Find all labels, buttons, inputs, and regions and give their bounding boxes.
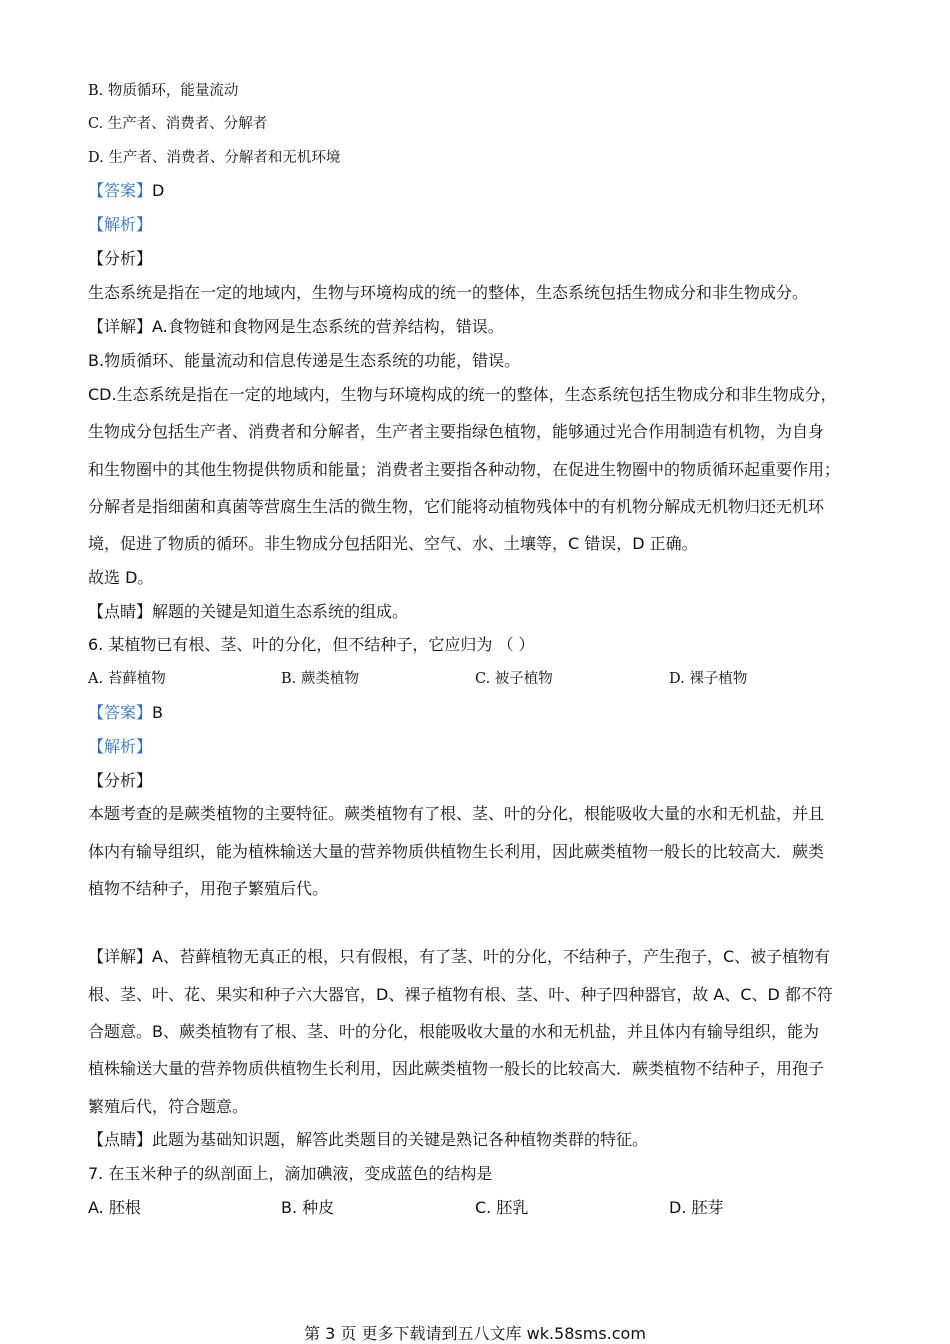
q5-option-b: B. 物质循环，能量流动 bbox=[88, 83, 239, 99]
q5-detail-line: 境，促进了物质的循环。非生物成分包括阳光、空气、水、土壤等，C 错误，D 正确。 bbox=[88, 534, 698, 553]
q5-detail-line: CD.生态系统是指在一定的地域内，生物与环境构成的统一的整体，生态系统包括生物成分和非生物成分， bbox=[88, 385, 837, 404]
q5-fenxi-text: 生态系统是指在一定的地域内，生物与环境构成的统一的整体，生态系统包括生物成分和非生物成分。 bbox=[88, 283, 809, 302]
answer-value: D bbox=[152, 181, 165, 200]
q5-detail-line: 故选 D。 bbox=[88, 568, 154, 587]
q6-option-a: A. 苔藓植物 bbox=[88, 671, 166, 687]
detail-text: A、苔藓植物无真正的根，只有假根，有了茎、叶的分化，不结种子，产生孢子，C、被子植物有 bbox=[152, 947, 831, 966]
q6-stem: 6. 某植物已有根、茎、叶的分化，但不结种子，它应归为 （ ） bbox=[88, 635, 535, 654]
q6-fenxi-line: 体内有输导组织，能为植株输送大量的营养物质供植物生长利用，因此蕨类植物一般长的比较高大．蕨类 bbox=[88, 842, 825, 861]
detail-text: A.食物链和食物网是生态系统的营养结构，错误。 bbox=[152, 317, 504, 336]
dianjing-tag: 【点睛】 bbox=[88, 602, 153, 621]
q6-analysis-tag: 【解析】 bbox=[88, 737, 153, 756]
q7-option-a: A. 胚根 bbox=[88, 1198, 141, 1217]
q5-option-d: D. 生产者、消费者、分解者和无机环境 bbox=[88, 150, 341, 166]
q6-detail-line: 植株输送大量的营养物质供植物生长利用，因此蕨类植物一般长的比较高大．蕨类植物不结种子，用孢子 bbox=[88, 1059, 825, 1078]
q5-detail-line bbox=[88, 316, 504, 338]
detail-tag: 【详解】 bbox=[88, 947, 153, 966]
detail-tag: 【详解】 bbox=[88, 317, 153, 336]
q5-detail-line: B.物质循环、能量流动和信息传递是生态系统的功能，错误。 bbox=[88, 351, 521, 370]
q6-fenxi-line: 植物不结种子，用孢子繁殖后代。 bbox=[88, 879, 329, 898]
q6-detail-line: 根、茎、叶、花、果实和种子六大器官，D、裸子植物有根、茎、叶、种子四种器官，故 A、C、D 都不符 bbox=[88, 985, 833, 1004]
q5-analysis-tag: 【解析】 bbox=[88, 215, 153, 234]
q5-fenxi-tag: 【分析】 bbox=[88, 249, 153, 268]
page-footer: 第 3 页 更多下载请到五八文库 wk.58sms.com bbox=[304, 1324, 646, 1343]
q6-detail-line: 繁殖后代，符合题意。 bbox=[88, 1097, 249, 1116]
q6-fenxi-line: 本题考查的是蕨类植物的主要特征。蕨类植物有了根、茎、叶的分化，根能吸收大量的水和无机盐，并且 bbox=[88, 804, 825, 823]
q6-detail-line bbox=[88, 946, 830, 968]
q7-stem: 7. 在玉米种子的纵剖面上，滴加碘液，变成蓝色的结构是 bbox=[88, 1164, 493, 1183]
answer-value: B bbox=[152, 703, 163, 722]
q6-option-c: C. 被子植物 bbox=[475, 671, 553, 687]
q5-detail-line: 和生物圈中的其他生物提供物质和能量；消费者主要指各种动物，在促进生物圈中的物质循环起重要作用； bbox=[88, 460, 841, 479]
q5-detail-line: 分解者是指细菌和真菌等营腐生生活的微生物，它们能将动植物残体中的有机物分解成无机物归还无机环 bbox=[88, 497, 825, 516]
dianjing-text: 解题的关键是知道生态系统的组成。 bbox=[152, 602, 409, 621]
dianjing-tag: 【点睛】 bbox=[88, 1130, 153, 1149]
q6-answer bbox=[88, 702, 163, 724]
q5-detail-line: 生物成分包括生产者、消费者和分解者，生产者主要指绿色植物，能够通过光合作用制造有机物，为自身 bbox=[88, 422, 825, 441]
q6-detail-line: 合题意。B、蕨类植物有了根、茎、叶的分化，根能吸收大量的水和无机盐，并且体内有输导组织，能为 bbox=[88, 1022, 819, 1041]
q5-answer bbox=[88, 180, 164, 202]
q7-option-d: D. 胚芽 bbox=[669, 1198, 724, 1217]
answer-tag: 【答案】 bbox=[88, 703, 153, 722]
q7-option-b: B. 种皮 bbox=[281, 1198, 335, 1217]
dianjing-text: 此题为基础知识题，解答此类题目的关键是熟记各种植物类群的特征。 bbox=[152, 1130, 649, 1149]
q6-option-d: D. 裸子植物 bbox=[669, 671, 748, 687]
q5-option-c: C. 生产者、消费者、分解者 bbox=[88, 116, 268, 132]
q6-fenxi-tag: 【分析】 bbox=[88, 771, 153, 790]
q6-option-b: B. 蕨类植物 bbox=[281, 671, 359, 687]
q5-dianjing bbox=[88, 601, 408, 623]
q6-dianjing bbox=[88, 1129, 648, 1151]
q7-option-c: C. 胚乳 bbox=[475, 1198, 529, 1217]
answer-tag: 【答案】 bbox=[88, 181, 153, 200]
